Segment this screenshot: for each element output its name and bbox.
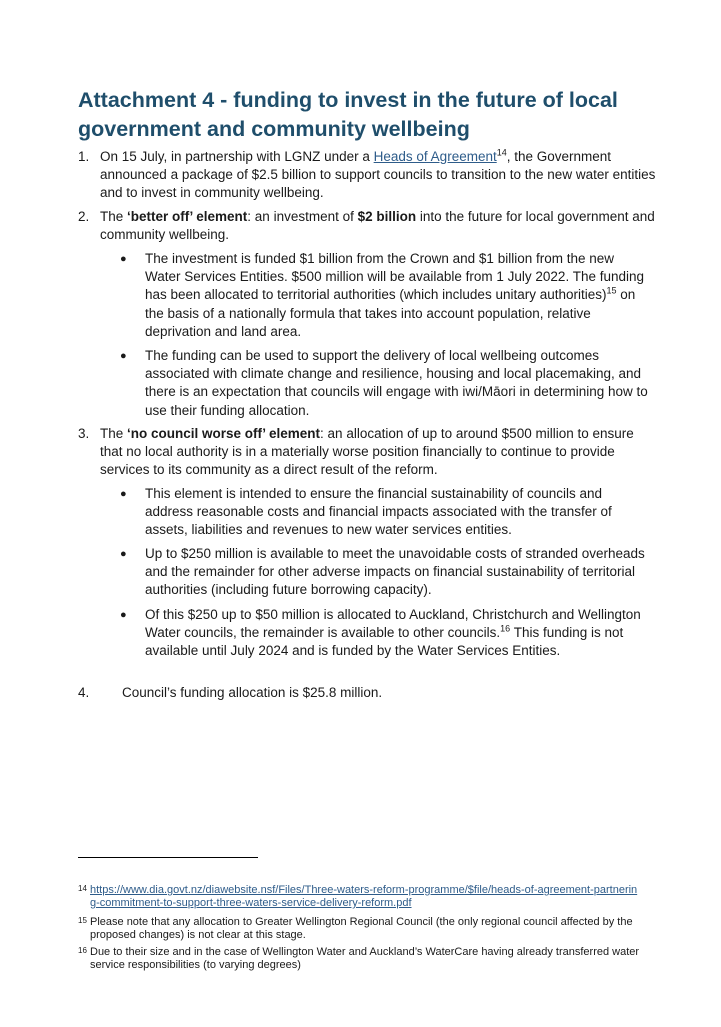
bullet-text: The funding can be used to support the delivery of local wellbeing outcomes associated with climate change and resilience, housing and local placemaking, and there is an expectation that councils will engage with iwi/Māori in determining how to use their funding allocation. <box>145 348 648 418</box>
list-number: 1. <box>78 149 90 164</box>
heads-of-agreement-link[interactable]: Heads of Agreement <box>373 149 497 164</box>
footnote-text <box>90 884 643 910</box>
text-segment: : an allocation of up to around $500 million to ensure that no local authority is in a materially worse position financially to continue to provide services to its community as a direct result of the reform. <box>100 426 634 478</box>
footnote-url-link[interactable]: https://www.dia.govt.nz/diawebsite.nsf/Files/Three-waters-reform-programme/$file/heads-of-agreement-partnering-commitment-to-support-three-waters-service-delivery-reform.pdf <box>90 884 638 909</box>
bullet-item <box>120 347 650 420</box>
text-segment: The <box>100 426 128 441</box>
bullet-text: Up to $250 million is available to meet the unavoidable costs of stranded overheads and the remainder for other adverse impacts on financial sustainability of territorial authorities (including future borrowing capacity). <box>145 546 645 598</box>
text-segment: into the future for local government and community wellbeing. <box>100 209 655 243</box>
footnote-15 <box>78 916 643 942</box>
list-item-text: Council’s funding allocation is $25.8 million. <box>122 685 383 700</box>
bullet-item <box>120 606 650 661</box>
footnote-separator <box>78 857 258 858</box>
bullet-item <box>120 545 650 600</box>
bullet-icon: ● <box>120 609 127 621</box>
bold-term: ‘no council worse off’ element <box>127 426 321 441</box>
bold-term: ‘better off’ element <box>127 209 248 224</box>
footnote-text: Please note that any allocation to Greater Wellington Regional Council (the only regional council affected by the proposed changes) is not clear at this stage. <box>90 916 633 941</box>
footnote-ref-14[interactable]: 14 <box>496 147 507 158</box>
text-segment: On 15 July, in partnership with LGNZ under a <box>100 149 374 164</box>
list-item-4 <box>78 684 658 702</box>
list-number: 2. <box>78 209 90 224</box>
list-item-3 <box>78 425 658 480</box>
bullet-text: This element is intended to ensure the financial sustainability of councils and address reasonable costs and financial impacts associated with the transfer of assets, liabilities and revenues to new water services entities. <box>145 486 612 538</box>
list-item-text <box>100 425 658 480</box>
bullet-item <box>120 250 650 341</box>
footnote-number: 16 <box>78 946 87 955</box>
list-item-text <box>100 148 658 203</box>
text-segment: The <box>100 209 128 224</box>
footnote-number: 14 <box>78 884 87 893</box>
bullet-text <box>145 606 650 661</box>
list-item-text <box>100 208 658 244</box>
text-segment: , the Government announced a package of $2.5 billion to support councils to transition to the new water entities and to invest in community wellbeing. <box>100 149 656 201</box>
bullet-item <box>120 485 650 540</box>
bold-amount: $2 billion <box>357 209 417 224</box>
bullet-icon: ● <box>120 488 127 500</box>
bullet-icon: ● <box>120 253 127 265</box>
bullet-icon: ● <box>120 548 127 560</box>
footnote-ref-15[interactable]: 15 <box>606 285 617 296</box>
footnote-14 <box>78 884 643 910</box>
footnote-ref-16[interactable]: 16 <box>500 623 511 634</box>
text-segment: on the basis of a nationally formula that takes into account population, relative deprivation and land area. <box>145 287 636 339</box>
bullet-text <box>145 250 650 341</box>
bullet-icon: ● <box>120 350 127 362</box>
text-segment: : an investment of <box>247 209 358 224</box>
footnote-16 <box>78 946 643 972</box>
footnote-text: Due to their size and in the case of Wellington Water and Auckland’s WaterCare having already transferred water service responsibilities (to varying degrees) <box>90 946 640 971</box>
list-item-1 <box>78 148 658 203</box>
text-segment: The investment is funded $1 billion from the Crown and $1 billion from the new Water Services Entities. $500 million will be available from 1 July 2022. The funding has been allocated to territorial authorities (which includes unitary authorities) <box>145 251 644 303</box>
text-segment: This funding is not available until July 2024 and is funded by the Water Services Entities. <box>145 625 624 659</box>
list-item-2 <box>78 208 658 244</box>
footnote-number: 15 <box>78 916 87 925</box>
text-segment: Of this $250 up to $50 million is allocated to Auckland, Christchurch and Wellington Water councils, the remainder is available to other councils. <box>145 607 641 641</box>
page-title: Attachment 4 - funding to invest in the future of local government and community wellbeing <box>78 88 618 141</box>
list-number: 3. <box>78 426 90 441</box>
list-number: 4. <box>78 685 90 700</box>
